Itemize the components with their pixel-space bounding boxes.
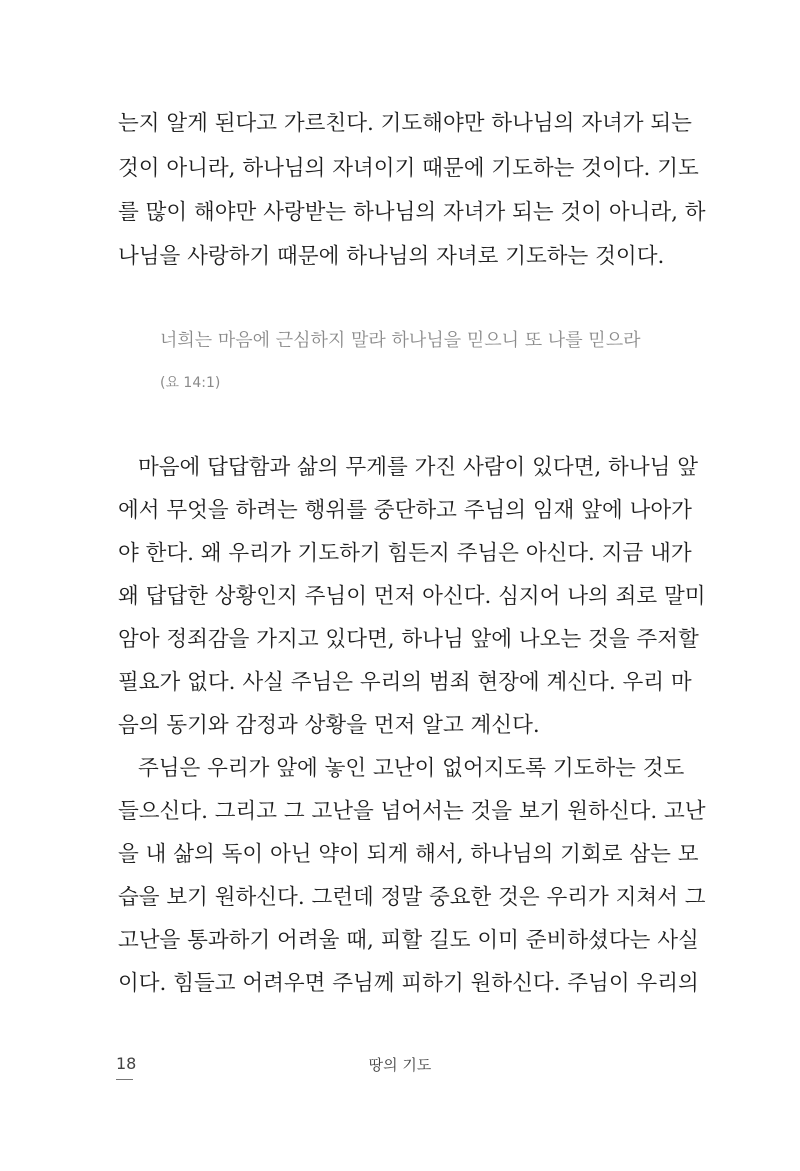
text-line: 마음에 답답함과 삶의 무게를 가진 사람이 있다면, 하나님 앞: [138, 455, 698, 480]
text-line: 것이 아니라, 하나님의 자녀이기 때문에 기도하는 것이다. 기도: [118, 156, 699, 181]
text-line: 주님은 우리가 앞에 놓인 고난이 없어지도록 기도하는 것도: [138, 756, 685, 781]
text-line: 를 많이 해야만 사랑받는 하나님의 자녀가 되는 것이 아니라, 하: [118, 200, 706, 225]
text-line: 에서 무엇을 하려는 행위를 중단하고 주님의 임재 앞에 나아가: [118, 498, 692, 523]
text-line: 들으신다. 그리고 그 고난을 넘어서는 것을 보기 원하신다. 고난: [118, 799, 706, 824]
page-number-underline: [116, 1079, 133, 1080]
text-line: 필요가 없다. 사실 주님은 우리의 범죄 현장에 계신다. 우리 마: [118, 670, 692, 695]
quote-text: 너희는 마음에 근심하지 말라 하나님을 믿으니 또 나를 믿으라: [160, 330, 641, 351]
quote-reference: (요 14:1): [160, 375, 221, 391]
text-line: 고난을 통과하기 어려울 때, 피할 길도 이미 준비하셨다는 사실: [118, 928, 699, 953]
text-line: 나님을 사랑하기 때문에 하나님의 자녀로 기도하는 것이다.: [118, 244, 665, 269]
text-line: 는지 알게 된다고 가르친다. 기도해야만 하나님의 자녀가 되는: [118, 111, 692, 136]
book-title: 땅의 기도: [368, 1056, 432, 1074]
page-number: 18: [116, 1054, 137, 1073]
text-line: 이다. 힘들고 어려우면 주님께 피하기 원하신다. 주님이 우리의: [118, 971, 699, 996]
text-line: 을 내 삶의 독이 아닌 약이 되게 해서, 하나님의 기회로 삼는 모: [118, 842, 699, 867]
text-line: 암아 정죄감을 가지고 있다면, 하나님 앞에 나오는 것을 주저할: [118, 627, 699, 652]
text-line: 왜 답답한 상황인지 주님이 먼저 아신다. 심지어 나의 죄로 말미: [118, 584, 706, 609]
text-line: 습을 보기 원하신다. 그런데 정말 중요한 것은 우리가 지쳐서 그: [118, 885, 706, 910]
text-line: 음의 동기와 감정과 상황을 먼저 알고 계신다.: [118, 713, 540, 738]
text-line: 야 한다. 왜 우리가 기도하기 힘든지 주님은 아신다. 지금 내가: [118, 541, 692, 566]
